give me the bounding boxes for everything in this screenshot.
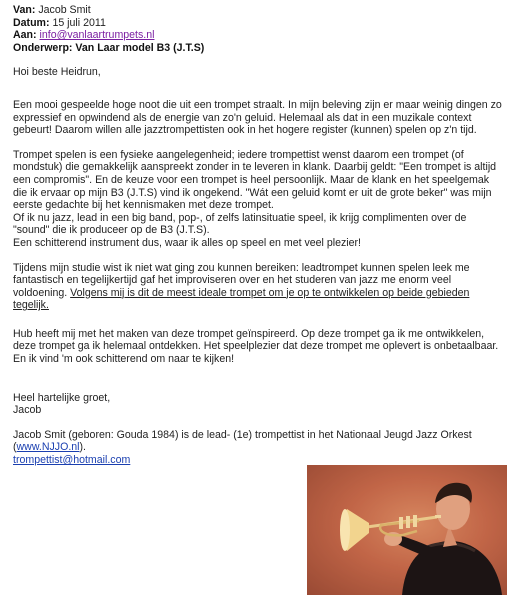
paragraph-3-text: Tijdens mijn studie wist ik niet wat ging zou kunnen bereiken: leadtrompet kunnen spelen leek me fantastisch en tegelijkertijd gaf het improviseren over en het studeren van jazz me enorm veel voldoening. (13, 261, 470, 299)
date-label: Datum: (13, 16, 50, 29)
paragraph-3-underlined: Volgens mij is dit de meest ideale trompet om je op te ontwikkelen op beide gebieden tegelijk. (13, 286, 470, 312)
header-subject (13, 42, 505, 55)
to-email-link[interactable]: info@vanlaartrumpets.nl (39, 29, 155, 42)
paragraph-3 (13, 262, 505, 312)
paragraph-2-main: Trompet spelen is een fysieke aangelegenheid; iedere trompettist wenst daarom een trompet (of mondstuk) die gemakkelijk aanspreekt zonder in te leveren in klank. Daarbij geldt: "Een trompet is altijd een compromis". En de keuze voor een trompet is heel persoonlijk. Maar de klank en het speelgemak die ik ervaar op mijn B3 (J.T.S) vind ik ongekend. "Wát een geluid komt er uit de grote beker" was mijn eerste gedachte bij het kennismaken met deze trompet. (13, 148, 497, 212)
trumpet-player-illustration (307, 465, 507, 595)
subject-label: Onderwerp: (13, 41, 73, 54)
trumpet-player-photo (307, 465, 507, 595)
header-to (13, 29, 505, 42)
paragraph-2 (13, 149, 505, 250)
njjo-link[interactable]: www.NJJO.nl (16, 441, 80, 454)
paragraph-4: Hub heeft mij met het maken van deze trompet geïnspireerd. Op deze trompet ga ik me ontwikkelen, deze trompet ga ik helemaal ontdekken. Het speelplezier dat deze trompet me oplevert is onbetaalbaar. En ik vind 'm ook schitterend om naar te kijken! (13, 327, 499, 366)
paragraph-1: Een mooi gespeelde hoge noot die uit een trompet straalt. In mijn beleving zijn er maar weinig dingen zo expressief en opwindend als de energie van zo'n geluid. Helemaal als dat in een muzikale context gebeurt! Daarom willen alle jazztrompettisten ook in het hogere register (kunnen) spelen op z'n tijd. (13, 98, 502, 137)
greeting: Hoi beste Heidrun, (13, 66, 101, 79)
email-message (13, 4, 505, 467)
to-label: Aan: (13, 29, 37, 42)
from-label: Van: (13, 4, 36, 16)
date-value: 15 juli 2011 (52, 16, 106, 29)
subject-value: Van Laar model B3 (J.T.S) (75, 41, 205, 54)
from-value: Jacob Smit (38, 4, 91, 16)
closing: Heel hartelijke groet, (13, 391, 111, 404)
bio (13, 429, 505, 454)
paragraph-2-end: Een schitterend instrument dus, waar ik alles op speel en met veel plezier! (13, 236, 362, 249)
header-from (13, 4, 505, 17)
bio-text: Jacob Smit (geboren: Gouda 1984) is de lead- (1e) trompettist in het Nationaal Jeugd Jazz Orkest ( (13, 428, 472, 454)
signature: Jacob (13, 404, 42, 417)
bio-end: ). (79, 441, 86, 454)
paragraph-2-sound: Of ik nu jazz, lead in een big band, pop-, of zelfs latinsituatie speel, ik krijg complimenten over de "sound" die ik produceer op de B3 (J.T.S). (13, 211, 467, 237)
header-date (13, 17, 505, 30)
contact-email-link[interactable]: trompettist@hotmail.com (13, 454, 131, 467)
